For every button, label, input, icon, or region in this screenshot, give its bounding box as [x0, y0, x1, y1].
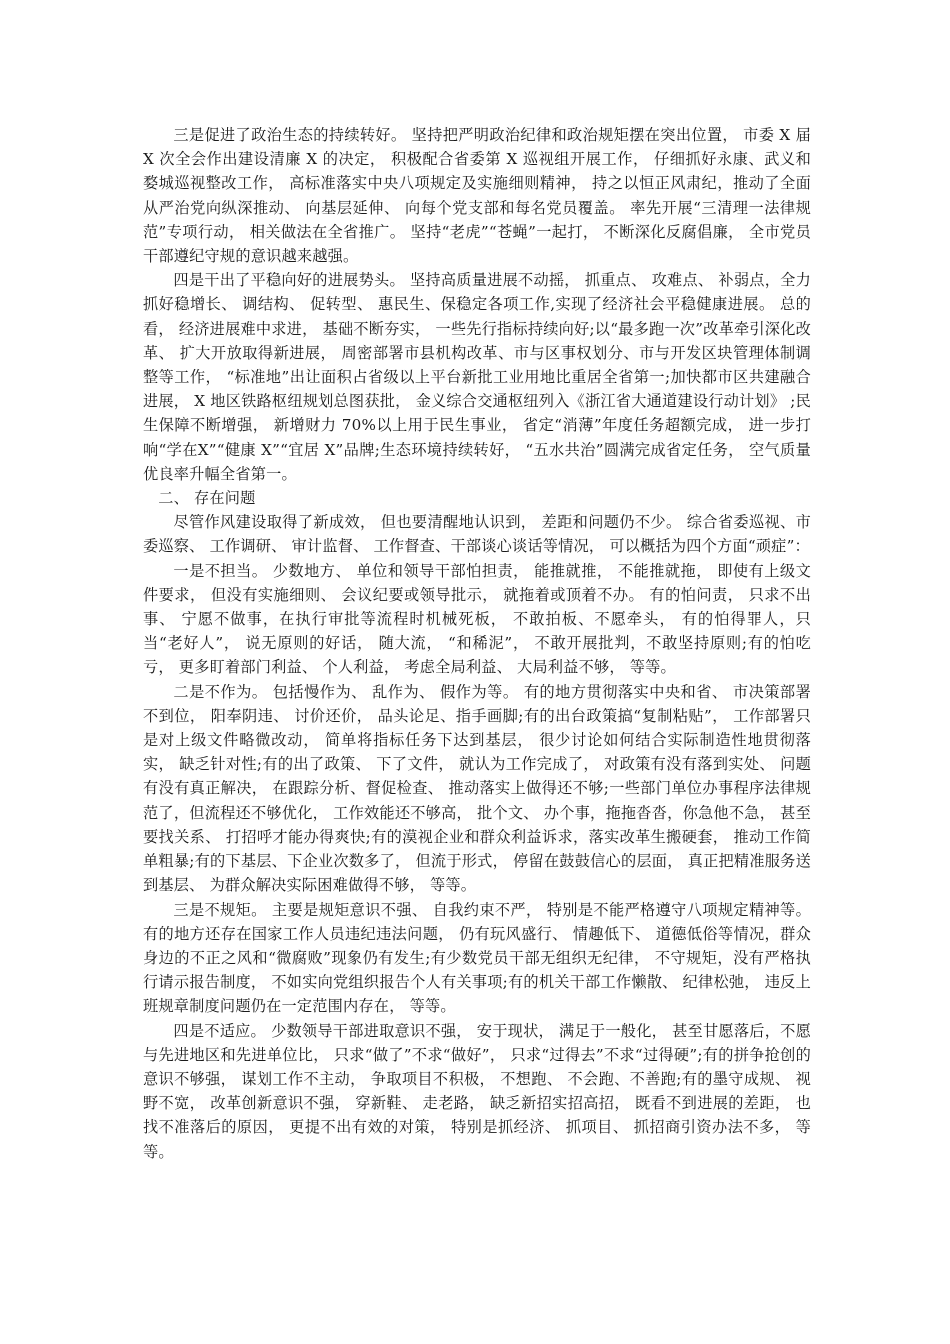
section-heading-problems: 二、 存在问题 [158, 489, 256, 508]
paragraph-inaction: 二是不作为。 包括慢作为、 乱作为、 假作为等。 有的地方贯彻落实中央和省、 市决策部署不到位， 阳奉阴违、 讨价还价， 品头论足、指手画脚;有的出台政策搞“复制粘贴”， 工作部署只是对上级文件略微改动， 简单将指标任务下达到基层， 很少讨论如何结合实际制造性地贯彻落实， 缺乏针对性;有的出了政策、 下了文件， 就认为工作完成了， 对政策有没有落到实处、 问题有没有真正解决， 在跟踪分析、督促检查、 推动落实上做得还不够;一些部门单位办事程序法律规范了，但流程还不够优化， 工作效能还不够高， 批个文、 办个事，拖拖沓沓，你急他不急， 甚至要找关系、 打招呼才能办得爽快;有的漠视企业和群众利益诉求，落实改革生搬硬套， 推动工作简单粗暴;有的下基层、下企业次数多了， 但流于形式， 停留在鼓鼓信心的层面， 真正把精准服务送到基层、 为群众解决实际困难做得不够， 等等。 [143, 682, 811, 895]
paragraph-not-responsible: 一是不担当。 少数地方、 单位和领导干部怕担责， 能推就推， 不能推就拖， 即使有上级文件要求， 但没有实施细则、 会议纪要或领导批示， 就拖着或顶着不办。 有的怕问责， 只求不出事、 宁愿不做事，在执行审批等流程时机械死板， 不敢拍板、不愿牵头， 有的怕得罪人，只当“老好人”， 说无原则的好话， 随大流， “和稀泥”， 不敢开展批判，不敢坚持原则;有的怕吃亏， 更多盯着部门利益、 个人利益， 考虑全局利益、 大局利益不够， 等等。 [143, 561, 811, 677]
paragraph-problems-intro: 尽管作风建设取得了新成效， 但也要清醒地认识到， 差距和问题仍不少。 综合省委巡视、市委巡察、 工作调研、 审计监督、 工作督查、干部谈心谈话等情况， 可以概括为四个方面“顽症”： [143, 513, 811, 556]
paragraph-not-disciplined: 三是不规矩。 主要是规矩意识不强、 自我约束不严， 特别是不能严格遵守八项规定精神等。 有的地方还存在国家工作人员违纪违法问题， 仍有玩风盛行、 情趣低下、 道德低俗等情况，群众身边的不正之风和“微腐败”现象仍有发生;有少数党员干部无组织无纪律， 不守规矩，没有严格执行请示报告制度， 不如实向党组织报告个人有关事项;有的机关干部工作懒散、 纪律松弛， 违反上班规章制度问题仍在一定范围内存在， 等等。 [143, 900, 811, 1016]
paragraph-not-adapted: 四是不适应。 少数领导干部进取意识不强， 安于现状， 满足于一般化， 甚至甘愿落后，不愿与先进地区和先进单位比， 只求“做了”不求“做好”， 只求“过得去”不求“过得硬”;有的拼争抢创的意识不够强， 谋划工作不主动， 争取项目不积极， 不想跑、 不会跑、不善跑;有的墨守成规、 视野不宽， 改革创新意识不强， 穿新鞋、 走老路， 缺乏新招实招高招， 既看不到进展的差距， 也找不准落后的原因， 更提不出有效的对策， 特别是抓经济、 抓项目、 抓招商引资办法不多， 等等。 [143, 1021, 811, 1161]
paragraph-development-trend: 四是干出了平稳向好的进展势头。 坚持高质量进展不动摇， 抓重点、 攻难点、 补弱点，全力抓好稳增长、 调结构、 促转型、 惠民生、保稳定各项工作,实现了经济社会平稳健康进展。 总的看， 经济进展难中求进， 基础不断夯实， 一些先行指标持续向好;以“最多跑一次”改革牵引深化改革、 扩大开放取得新进展， 周密部署市县机构改革、市与区事权划分、市与开发区块管理体制调整等工作， “标准地”出让面积占省级以上平台新批工业用地比重居全省第一;加快都市区共建融合进展， X 地区铁路枢纽规划总图获批， 金义综合交通枢纽列入《浙江省大通道建设行动计划》 ;民生保障不断增强， 新增财力 70%以上用于民生事业， 省定“消薄”年度任务超额完成， 进一步打响“学在X”“健康 X”“宜居 X”品牌;生态环境持续转好， “五水共治”圆满完成省定任务， 空气质量优良率升幅全省第一。 [143, 271, 811, 483]
paragraph-political-ecology: 三是促进了政治生态的持续转好。 坚持把严明政治纪律和政治规矩摆在突出位置， 市委 X 届 X 次全会作出建设清廉 X 的决定， 积极配合省委第 X 巡视组开展工作， 仔细抓好永康、武义和婺城巡视整改工作， 高标准落实中央八项规定及实施细则精神， 持之以恒正风肃纪，推动了全面从严治党向纵深推动、 向基层延伸、 向每个党支部和每名党员覆盖。 率先开展“三清理一法律规范”专项行动， 相关做法在全省推广。 坚持“老虎”“苍蝇”一起打， 不断深化反腐倡廉， 全市党员干部遵纪守规的意识越来越强。 [143, 126, 811, 266]
document-page [143, 123, 811, 1164]
